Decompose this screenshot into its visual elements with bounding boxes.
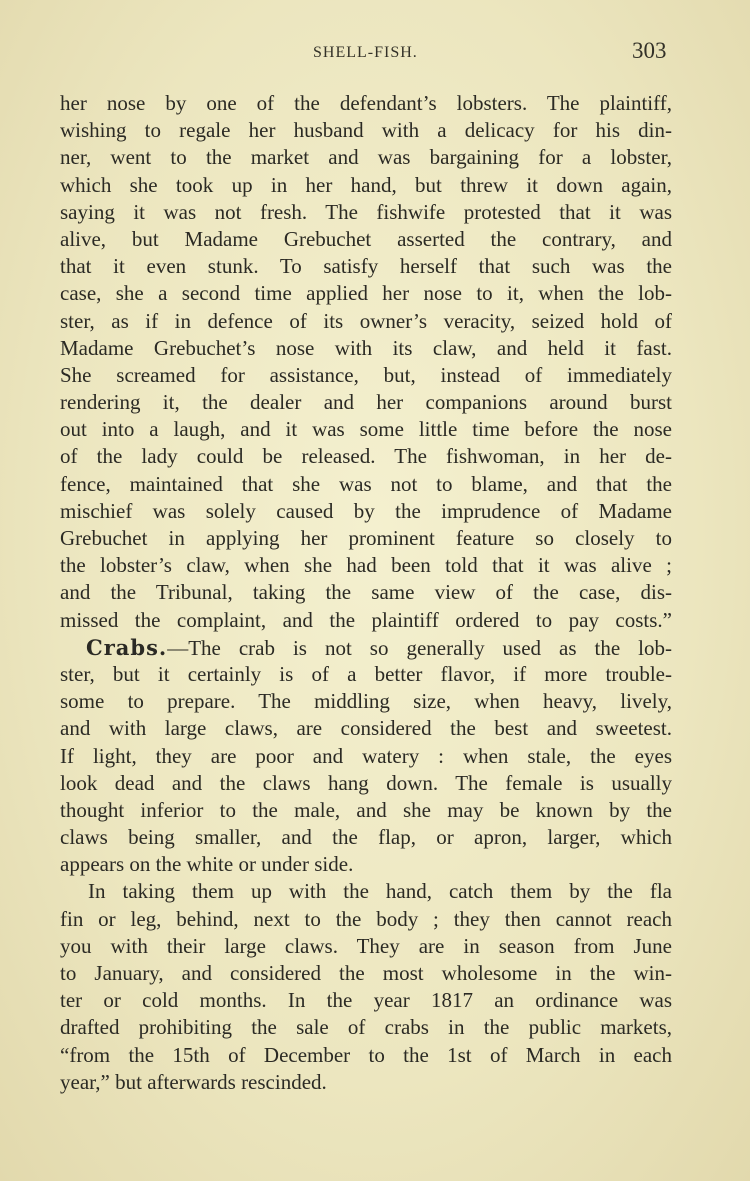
- text-line: and with large claws, are considered the best and sweetest.: [60, 716, 672, 741]
- text-line: some to prepare. The middling size, when heavy, lively,: [60, 689, 672, 714]
- text-line: mischief was solely caused by the imprudence of Madame: [60, 498, 672, 523]
- text-line: missed the complaint, and the plaintiff ordered to pay costs.”: [60, 607, 672, 632]
- text-line: wishing to regale her husband with a delicacy for his din-: [60, 118, 672, 143]
- text-line: ster, as if in defence of its owner’s veracity, seized hold of: [60, 308, 672, 333]
- text-line: She screamed for assistance, but, instead of immediately: [60, 362, 672, 387]
- crabs-heading-line: [60, 634, 672, 661]
- text-line: saying it was not fresh. The fishwife protested that it was: [60, 199, 672, 224]
- page-number: 303: [632, 38, 667, 63]
- body-text: [60, 90, 672, 1096]
- text-line: Madame Grebuchet’s nose with its claw, and held it fast.: [60, 335, 672, 360]
- text-line: alive, but Madame Grebuchet asserted the contrary, and: [60, 226, 672, 251]
- text-line: the lobster’s claw, when she had been told that it was alive ;: [60, 553, 672, 578]
- text-line: and the Tribunal, taking the same view of the case, dis-: [60, 580, 672, 605]
- text-line: out into a laugh, and it was some little time before the nose: [60, 417, 672, 442]
- text-line: you with their large claws. They are in season from June: [60, 933, 672, 958]
- text-line: fin or leg, behind, next to the body ; they then cannot reach: [60, 906, 672, 931]
- text-line: appears on the white or under side.: [60, 852, 354, 877]
- text-line: ster, but it certainly is of a better flavor, if more trouble-: [60, 661, 672, 686]
- text-line: thought inferior to the male, and she may be known by the: [60, 797, 672, 822]
- crabs-heading: Crabs.: [86, 634, 168, 660]
- text-line: look dead and the claws hang down. The female is usually: [60, 770, 672, 795]
- crabs-first-line-text: —The crab is not so generally used as the lob-: [167, 635, 672, 660]
- text-line: year,” but afterwards rescinded.: [60, 1069, 327, 1094]
- text-line: rendering it, the dealer and her companions around burst: [60, 390, 672, 415]
- text-line: If light, they are poor and watery : when stale, the eyes: [60, 743, 672, 768]
- text-line: ter or cold months. In the year 1817 an ordinance was: [60, 988, 672, 1013]
- text-line: fence, maintained that she was not to blame, and that the: [60, 471, 672, 496]
- text-line: case, she a second time applied her nose to it, when the lob-: [60, 281, 672, 306]
- text-line: ner, went to the market and was bargaining for a lobster,: [60, 145, 672, 170]
- text-line: which she took up in her hand, but threw it down again,: [60, 172, 672, 197]
- running-title: SHELL-FISH.: [313, 44, 418, 61]
- text-line: Grebuchet in applying her prominent feature so closely to: [60, 526, 672, 550]
- text-line: In taking them up with the hand, catch them by the fla: [88, 879, 672, 904]
- text-line: “from the 15th of December to the 1st of March in each: [60, 1042, 672, 1067]
- text-line: of the lady could be released. The fishwoman, in her de-: [60, 444, 672, 469]
- text-line: claws being smaller, and the flap, or apron, larger, which: [60, 825, 672, 850]
- text-line: to January, and considered the most wholesome in the win-: [60, 961, 672, 985]
- text-line: that it even stunk. To satisfy herself that such was the: [60, 254, 672, 279]
- text-line: drafted prohibiting the sale of crabs in the public markets,: [60, 1015, 672, 1040]
- text-line: her nose by one of the defendant’s lobsters. The plaintiff,: [60, 91, 672, 115]
